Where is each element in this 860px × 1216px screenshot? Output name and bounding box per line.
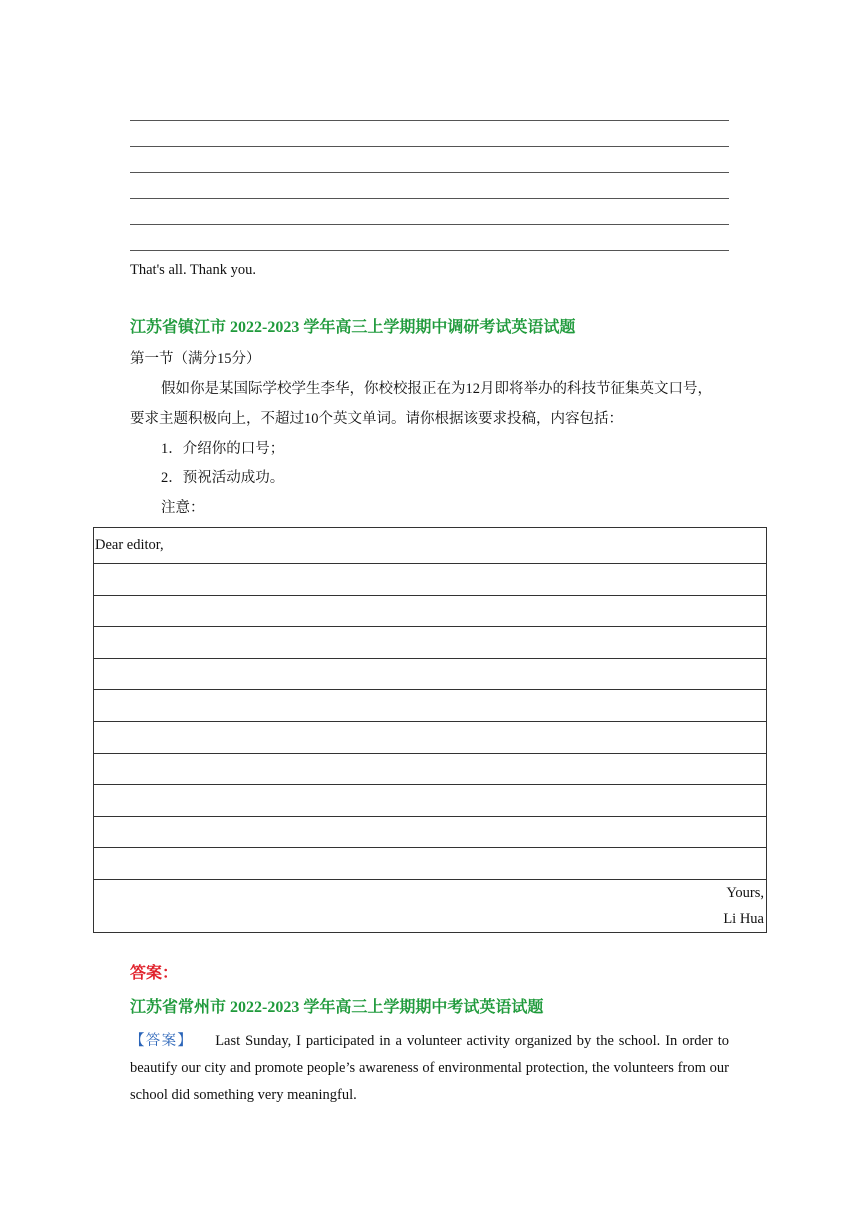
letter-writing-table: [93, 527, 767, 933]
section-title-zhenjiang: 江苏省镇江市 2022-2023 学年高三上学期期中调研考试英语试题: [130, 319, 576, 336]
note-label: 注意：: [161, 500, 205, 516]
writing-line: [130, 120, 729, 121]
letter-signature: [94, 879, 767, 932]
writing-line: [130, 172, 729, 173]
prompt-line-1: 假如你是某国际学校学生李华，你校校报正在为12月即将举办的科技节征集英文口号，: [161, 381, 712, 397]
letter-blank-row: [94, 595, 767, 627]
writing-line: [130, 224, 729, 225]
closing-line: That's all. Thank you.: [130, 262, 256, 278]
letter-blank-row: [94, 785, 767, 817]
answer-paragraph: [130, 1028, 729, 1109]
letter-blank-row: [94, 690, 767, 722]
answer-tag: 【答案】: [130, 1033, 194, 1049]
section-title-changzhou: 江苏省常州市 2022-2023 学年高三上学期期中考试英语试题: [130, 999, 544, 1016]
letter-greeting: Dear editor,: [94, 528, 767, 564]
answers-heading: 答案：: [130, 965, 179, 982]
signature-yours: Yours,: [726, 884, 764, 901]
letter-blank-row: [94, 627, 767, 659]
writing-line: [130, 250, 729, 251]
letter-blank-row: [94, 721, 767, 753]
letter-blank-row: [94, 848, 767, 880]
writing-line: [130, 146, 729, 147]
letter-blank-row: [94, 658, 767, 690]
letter-blank-row: [94, 816, 767, 848]
requirement-point-2: 2．预祝活动成功。: [161, 470, 285, 486]
writing-line: [130, 198, 729, 199]
prompt-line-2: 要求主题积极向上，不超过10个英文单词。请你根据该要求投稿，内容包括：: [130, 411, 623, 427]
letter-blank-row: [94, 753, 767, 785]
letter-blank-row: [94, 564, 767, 596]
answer-text: Last Sunday, I participated in a volunteer activity organized by the school. In order to beautify our city and promote people’s awareness of environmental protection, the volunteers from our school did something very meaningful.: [130, 1033, 730, 1103]
section-label: 第一节（满分15分）: [130, 351, 261, 367]
signature-name: Li Hua: [723, 910, 764, 927]
requirement-point-1: 1．介绍你的口号；: [161, 441, 285, 457]
